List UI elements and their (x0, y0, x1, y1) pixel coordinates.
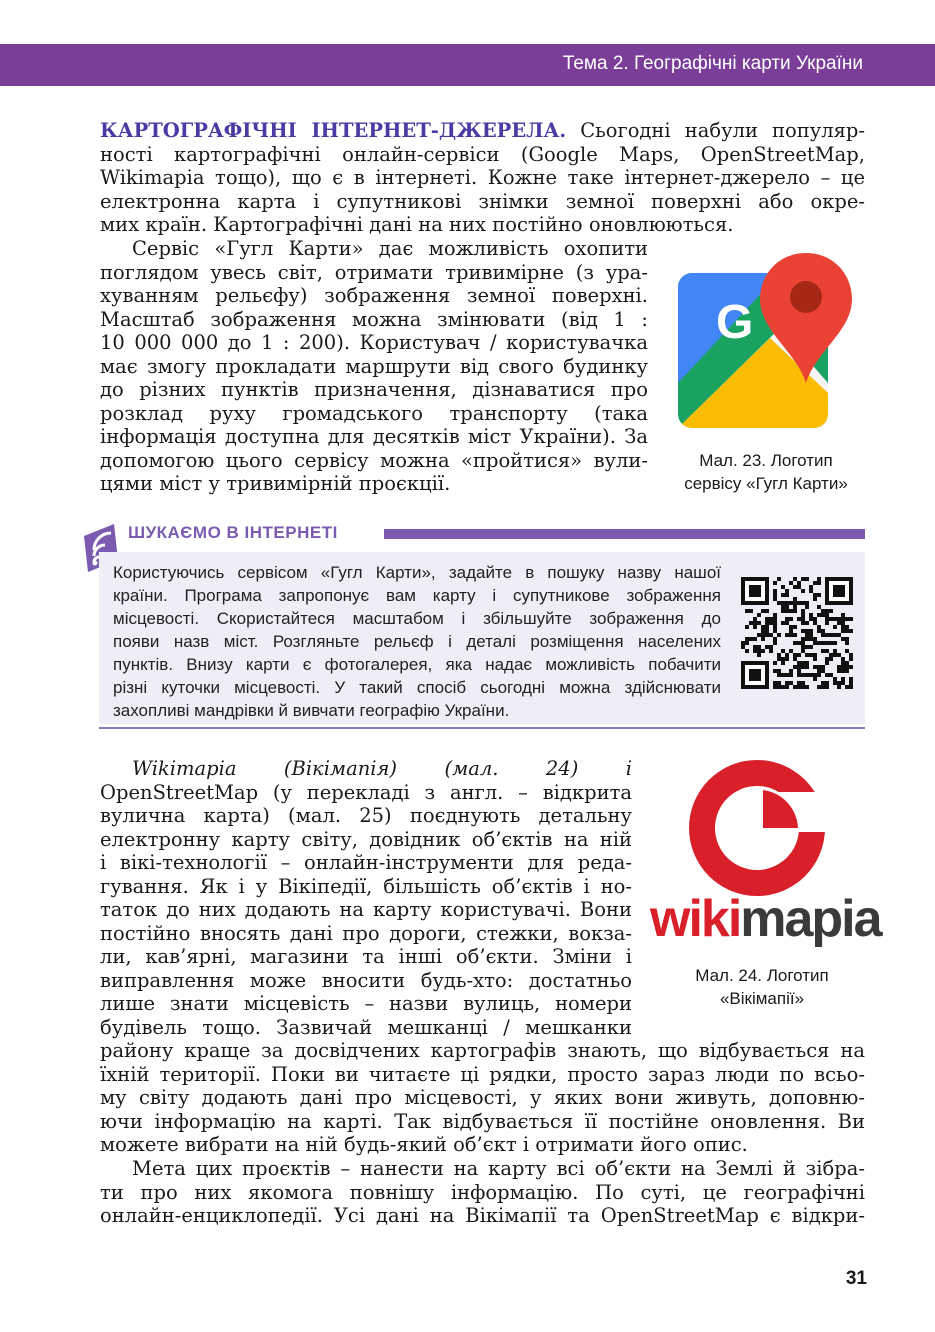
figure-24-caption: Мал. 24. Логотип «Вікімапії» (695, 966, 829, 1008)
wiki-paragraph-continued (100, 1039, 865, 1157)
google-line: Масштаб зображення можна змінювати (від 1 : (100, 307, 648, 331)
google-line: до різних пунктів призначення, дізнаватися про (100, 378, 648, 401)
search-text (113, 561, 721, 722)
intro-line: електронна карта і супутникові знімки земної поверхні або окре- (100, 189, 865, 213)
google-maps-icon (670, 243, 860, 433)
final-line: ти про них якомога повнішу інформацію. По суті, це географічні (100, 1180, 865, 1204)
wiki-line: ючи інформацію на карті. Так відбувається її постійне оновлення. Ви (100, 1109, 865, 1133)
wiki-paragraph (100, 757, 632, 1039)
wikimapia-logo (648, 752, 881, 952)
header-title: Тема 2. Географічні карти України (562, 53, 863, 74)
search-bottom-rule (99, 727, 865, 729)
wiki-line: можете вибрати на ній будь-який об’єкт і отримати його опис. (100, 1133, 748, 1156)
google-line: інформація доступна для десятків міст України). За (100, 425, 648, 448)
figure-23-caption: Мал. 23. Логотип сервісу «Гугл Карти» (684, 451, 848, 493)
wiki-line: постійно вносять дані про дороги, стежки, вокза- (100, 921, 632, 945)
google-line: хуванням рельєфу) зображення земної поверхні. (100, 284, 648, 307)
wiki-line: OpenStreetMap (у перекладі з англ. – відкрита (100, 780, 632, 804)
intro-line: мих країн. Картографічні дані на них постійно оновлюються. (100, 213, 734, 236)
final-line: онлайн-енциклопедії. Усі дані на Вікімапії та OpenStreetMap є відкри- (100, 1204, 865, 1227)
intro-line: Wikimapia тощо), що є в інтернеті. Кожне таке інтернет-джерело – це (100, 166, 865, 189)
google-paragraph (100, 237, 648, 496)
wiki-line: Wikimapia (Вікімапія) (мал. 24) і (132, 757, 632, 780)
svg-text:G: G (716, 296, 754, 349)
wiki-line: району краще за досвідчених картографів знають, що відбувається на (100, 1039, 865, 1062)
intro-paragraph: КАРТОГРАФІЧНІ ІНТЕРНЕТ-ДЖЕРЕЛА. Сьогодні набули популяр- ності картографічні онлайн-сервіси (Google Maps, OpenStreetMap, Wikimapia тощо), що є в інтернеті. Кожне таке інтернет-джерело – це електронна карта і супутникові знімки земної поверхні або окре- мих країн. Картографічні дані на них постійно оновлюються. (100, 119, 865, 236)
wiki-line: і вікі-технології – онлайн-інструменти для реда- (100, 851, 632, 874)
search-heading-rule (384, 529, 865, 539)
intro-line: ності картографічні онлайн-сервіси (Google Maps, OpenStreetMap, (100, 142, 865, 166)
google-line: 10 000 000 до 1 : 200). Користувач / користувачка (100, 331, 648, 354)
svg-text:wikimapia: wikimapia (650, 890, 881, 948)
wiki-line: ли, кав’ярні, магазини та інші об’єкти. Зміни і (100, 945, 632, 968)
search-line: захопливі мандрівки й вивчати географію України. (113, 701, 510, 720)
search-line: різні куточки місцевості. У такий спосіб сьогодні можна здійснювати (113, 678, 721, 697)
wiki-line: їхній території. Поки ви читаєте ці рядки, просто зараз люди по всьо- (100, 1062, 865, 1086)
google-line: поглядом увесь світ, отримати тривимірне (з ура- (100, 260, 648, 284)
qr-code[interactable] (741, 577, 853, 689)
search-line: Користуючись сервісом «Гугл Карти», задайте в пошуку назву нашої (113, 563, 721, 582)
search-heading: ШУКАЄМО В ІНТЕРНЕТІ (128, 523, 338, 542)
google-maps-logo (670, 243, 860, 433)
google-line: розклад руху громадського транспорту (така (100, 401, 648, 425)
search-line: появи назв міст. Розгляньте рельєф і деталі розміщення населених (113, 632, 721, 651)
wikimapia-logo-icon (648, 752, 881, 952)
search-line: країни. Програма запропонує вам карту і супутникове зображення (113, 586, 721, 605)
wiki-line: таток до них додають на карту користувачі. Вони (100, 898, 632, 921)
wiki-line: гування. Як і у Вікіпедії, більшість об’єктів і но- (100, 874, 632, 898)
wiki-line: лише знати місцевість – назви вулиць, номери (100, 992, 632, 1015)
google-line: має змогу прокладати маршрути від свого будинку (100, 354, 648, 378)
wiki-line: вулична карта) (мал. 25) поєднують детальну (100, 804, 632, 827)
google-line: допомогою цього сервісу можна «пройтися» вули- (100, 448, 648, 472)
final-line: Мета цих проєктів – нанести на карту всі об’єкти на Землі й зібра- (132, 1157, 865, 1180)
final-paragraph (100, 1157, 865, 1228)
google-line: Сервіс «Гугл Карти» дає можливість охопити (132, 237, 648, 260)
page-number: 31 (845, 1268, 867, 1289)
qr-code-icon (741, 577, 853, 689)
wiki-line: будівель тощо. Зазвичай мешканці / мешканки (100, 1015, 632, 1039)
search-line: місцевості. Скористайтеся масштабом і збільшуйте зображення до (113, 609, 721, 628)
wiki-line: виправлення може вносити будь-хто: достатньо (100, 968, 632, 992)
wiki-line: му світу додають дані про місцевості, у яких вони живуть, доповню- (100, 1086, 865, 1109)
header-bar (0, 44, 935, 86)
search-line: пунктів. Внизу карти є фотогалерея, яка надає можливість побачити (113, 655, 721, 674)
section-heading: КАРТОГРАФІЧНІ ІНТЕРНЕТ-ДЖЕРЕЛА. (100, 119, 567, 142)
google-line: цями міст у тривимірній проєкції. (100, 472, 451, 495)
wiki-line: електронну карту світу, довідник об’єктів на ній (100, 827, 632, 851)
